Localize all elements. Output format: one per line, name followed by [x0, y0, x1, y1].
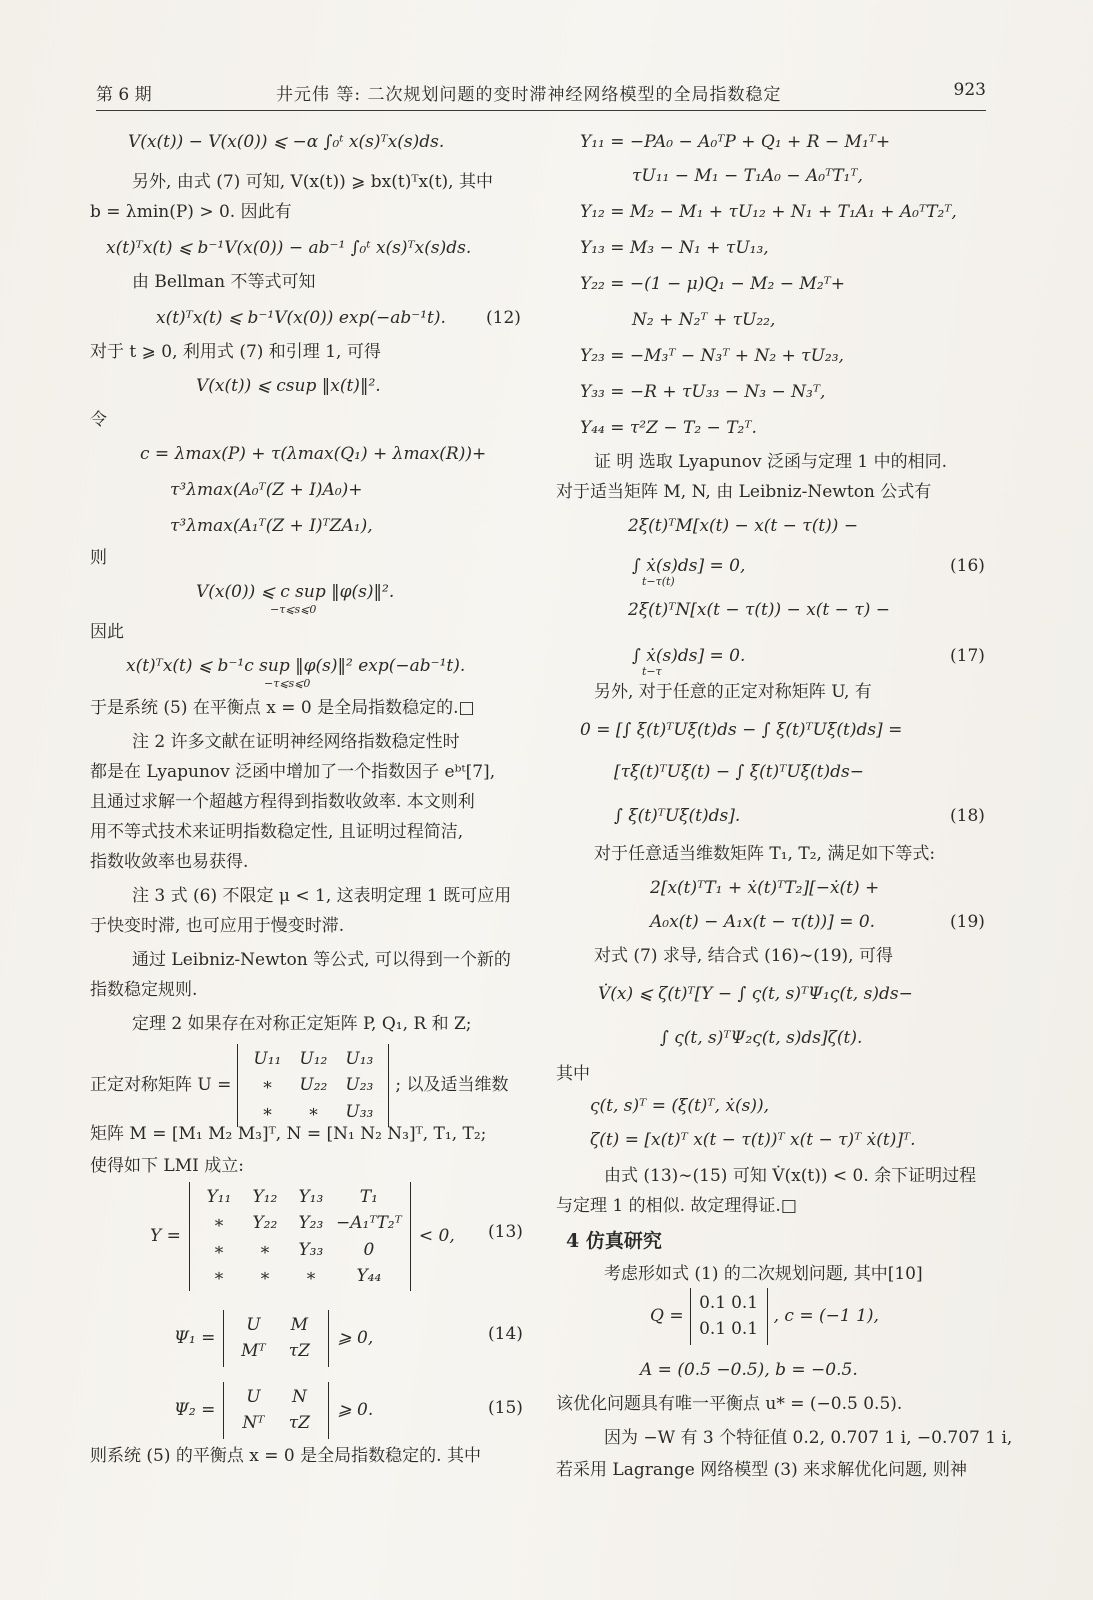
equation: Υ₄₄ = τ²Z − T₂ − T₂ᵀ. [580, 418, 757, 438]
paragraph-line: 因为 −W 有 3 个特征值 0.2, 0.707 1 i, −0.707 1 i, [604, 1428, 1013, 1448]
text-fragment: ; 以及适当维数 [395, 1075, 509, 1096]
matrix-U: U₁₁ U₁₂ U₁₃ ∗ U₂₂ U₂₃ ∗ ∗ U₃₃ [237, 1044, 389, 1127]
paragraph-line: 考虑形如式 (1) 的二次规划问题, 其中[10] [604, 1264, 923, 1284]
lmi-equation [150, 1182, 455, 1291]
equation: x(t)ᵀx(t) ⩽ b⁻¹V(x(0)) exp(−ab⁻¹t). [156, 308, 446, 328]
equation: [τξ(t)ᵀUξ(t) − ∫ ξ(t)ᵀUξ(t)ds− [614, 762, 864, 782]
equation: V(x(0)) ⩽ c sup ‖φ(s)‖². [196, 582, 395, 602]
text-fragment: Q = [650, 1305, 684, 1326]
paragraph-line: b = λmin(P) > 0. 因此有 [90, 202, 292, 222]
equation: τ³λmax(A₁ᵀ(Z + I)ᵀZA₁), [170, 516, 373, 536]
equation: Υ₁₃ = M₃ − N₁ + τU₁₃, [580, 238, 769, 258]
paragraph-line: 指数稳定规则. [90, 980, 198, 1000]
paragraph-line: 与定理 1 的相似. 故定理得证.□ [556, 1196, 797, 1216]
equation: τU₁₁ − M₁ − T₁A₀ − A₀ᵀT₁ᵀ, [632, 166, 863, 186]
paragraph-line: 对式 (7) 求导, 结合式 (16)∼(19), 可得 [594, 946, 893, 966]
paragraph-line: 于是系统 (5) 在平衡点 x = 0 是全局指数稳定的.□ [90, 698, 475, 718]
equation: x(t)ᵀx(t) ⩽ b⁻¹c sup ‖φ(s)‖² exp(−ab⁻¹t). [126, 656, 466, 676]
note-line: 用不等式技术来证明指数稳定性, 且证明过程简洁, [90, 822, 464, 842]
equation-subscript: −τ⩽s⩽0 [270, 603, 317, 616]
paragraph-line: 因此 [90, 622, 124, 642]
running-title: 井元伟 等: 二次规划问题的变时滞神经网络模型的全局指数稳定 [276, 85, 782, 105]
equation: V(x(t)) − V(x(0)) ⩽ −α ∫₀ᵗ x(s)ᵀx(s)ds. [128, 132, 445, 152]
integral-limit: t−τ [642, 665, 662, 678]
text-fragment: Υ = [150, 1226, 181, 1247]
equation: A = (0.5 −0.5), b = −0.5. [640, 1360, 858, 1380]
theorem-matrix-line [90, 1044, 509, 1127]
equation-subscript: −τ⩽s⩽0 [264, 677, 311, 690]
note-line: 且通过求解一个超越方程得到指数收敛率. 本文则利 [90, 792, 475, 812]
equation: ς(t, s)ᵀ = (ξ(t)ᵀ, ẋ(s)), [590, 1096, 769, 1116]
note-line: 指数收敛率也易获得. [90, 852, 249, 872]
equation: N₂ + N₂ᵀ + τU₂₂, [632, 310, 776, 330]
proof-line: 证 明 选取 Lyapunov 泛函与定理 1 中的相同. [594, 452, 947, 472]
paragraph-line: 则 [90, 548, 107, 568]
section-heading: 4 仿真研究 [566, 1230, 662, 1252]
equation: 2ξ(t)ᵀN[x(t − τ(t)) − x(t − τ) − [628, 600, 890, 620]
paragraph-line: 令 [90, 410, 107, 430]
equation: Υ₃₃ = −R + τU₃₃ − N₃ − N₃ᵀ, [580, 382, 826, 402]
equation: Υ₁₂ = M₂ − M₁ + τU₁₂ + N₁ + T₁A₁ + A₀ᵀT₂ᵀ, [580, 202, 957, 222]
matrix-Q: 0.1 0.1 0.1 0.1 [690, 1288, 768, 1345]
note-line: 注 2 许多文献在证明神经网络指数稳定性时 [132, 732, 460, 752]
note-line: 注 3 式 (6) 不限定 μ < 1, 这表明定理 1 既可应用 [132, 886, 512, 906]
matrix-upsilon: Υ₁₁ Υ₁₂ Υ₁₃ T₁ ∗ Υ₂₂ Υ₂₃ −A₁ᵀT₂ᵀ ∗ ∗ Υ₃₃ 0 ∗ ∗ ∗ Υ₄₄ [189, 1182, 411, 1291]
theorem-line: 定理 2 如果存在对称正定矩阵 P, Q₁, R 和 Z; [132, 1014, 472, 1034]
equation: ζ(t) = [x(t)ᵀ x(t − τ(t))ᵀ x(t − τ)ᵀ ẋ(t)]ᵀ. [590, 1130, 916, 1150]
text-fragment: < 0, [418, 1226, 455, 1247]
note-line: 都是在 Lyapunov 泛函中增加了一个指数因子 eᵇᵗ[7], [90, 762, 496, 782]
equation: ∫ ξ(t)ᵀUξ(t)ds]. [614, 806, 741, 826]
equation: ∫ ς(t, s)ᵀΨ₂ς(t, s)ds]ζ(t). [660, 1028, 863, 1048]
equation: ∫ ẋ(s)ds] = 0, [632, 556, 746, 576]
equation: V̇(x) ⩽ ζ(t)ᵀ[Υ − ∫ ς(t, s)ᵀΨ₁ς(t, s)ds− [598, 984, 913, 1004]
equation-number: (13) [488, 1222, 523, 1242]
issue-number: 第 6 期 [96, 85, 152, 105]
equation: A₀x(t) − A₁x(t − τ(t))] = 0. [650, 912, 876, 932]
equation-number: (12) [486, 308, 521, 328]
equation-number: (16) [950, 556, 985, 576]
equation: c = λmax(P) + τ(λmax(Q₁) + λmax(R))+ [140, 444, 487, 464]
equation-number: (15) [488, 1398, 523, 1418]
matrix-psi1: U M Mᵀ τZ [223, 1310, 329, 1367]
paragraph-line: 另外, 由式 (7) 可知, V(x(t)) ⩾ bx(t)ᵀx(t), 其中 [132, 172, 493, 192]
matrix-psi2: U N Nᵀ τZ [223, 1382, 329, 1439]
note-line: 于快变时滞, 也可应用于慢变时滞. [90, 916, 345, 936]
paragraph-line: 另外, 对于任意的正定对称矩阵 U, 有 [594, 682, 872, 702]
paragraph-line: 通过 Leibniz-Newton 等公式, 可以得到一个新的 [132, 950, 511, 970]
paragraph-line: 其中 [556, 1064, 590, 1084]
paragraph-line: 该优化问题具有唯一平衡点 u* = (−0.5 0.5). [556, 1394, 903, 1414]
text-fragment: Ψ₂ = [174, 1399, 216, 1420]
equation: V(x(t)) ⩽ csup ‖x(t)‖². [196, 376, 381, 396]
equation: ∫ ẋ(s)ds] = 0. [632, 646, 746, 666]
paragraph-line: 由 Bellman 不等式可知 [132, 272, 316, 292]
equation: τ³λmax(A₀ᵀ(Z + I)A₀)+ [170, 480, 363, 500]
psi2-equation [174, 1382, 373, 1439]
equation-number: (14) [488, 1324, 523, 1344]
theorem-line: 使得如下 LMI 成立: [90, 1156, 244, 1176]
text-fragment: ⩾ 0, [337, 1327, 374, 1348]
q-equation [650, 1288, 879, 1345]
text-fragment: 正定对称矩阵 U = [90, 1075, 232, 1096]
text-fragment: Ψ₁ = [174, 1327, 216, 1348]
text-fragment: , c = (−1 1), [773, 1305, 879, 1326]
equation-number: (18) [950, 806, 985, 826]
equation: 2ξ(t)ᵀM[x(t) − x(t − τ(t)) − [628, 516, 859, 536]
equation: Υ₂₂ = −(1 − μ)Q₁ − M₂ − M₂ᵀ+ [580, 274, 846, 294]
equation: Υ₁₁ = −PA₀ − A₀ᵀP + Q₁ + R − M₁ᵀ+ [580, 132, 891, 152]
equation: Υ₂₃ = −M₃ᵀ − N₃ᵀ + N₂ + τU₂₃, [580, 346, 844, 366]
integral-limit: t−τ(t) [642, 575, 675, 588]
equation-number: (19) [950, 912, 985, 932]
psi1-equation [174, 1310, 373, 1367]
paragraph-line: 则系统 (5) 的平衡点 x = 0 是全局指数稳定的. 其中 [90, 1446, 481, 1466]
equation: 2[x(t)ᵀT₁ + ẋ(t)ᵀT₂][−ẋ(t) + [650, 878, 880, 898]
proof-line: 对于适当矩阵 M, N, 由 Leibniz-Newton 公式有 [556, 482, 932, 502]
equation: x(t)ᵀx(t) ⩽ b⁻¹V(x(0)) − ab⁻¹ ∫₀ᵗ x(s)ᵀx(s)ds. [106, 238, 472, 258]
paragraph-line: 由式 (13)∼(15) 可知 V̇(x(t)) < 0. 余下证明过程 [604, 1166, 977, 1186]
paragraph-line: 对于 t ⩾ 0, 利用式 (7) 和引理 1, 可得 [90, 342, 381, 362]
paragraph-line: 对于任意适当维数矩阵 T₁, T₂, 满足如下等式: [594, 844, 936, 864]
text-fragment: ⩾ 0. [337, 1399, 374, 1420]
equation-number: (17) [950, 646, 985, 666]
paragraph-line: 若采用 Lagrange 网络模型 (3) 来求解优化问题, 则神 [556, 1460, 967, 1480]
running-header [96, 70, 986, 111]
equation: 0 = [∫ ξ(t)ᵀUξ(t)ds − ∫ ξ(t)ᵀUξ(t)ds] = [580, 720, 903, 740]
theorem-line: 矩阵 M = [M₁ M₂ M₃]ᵀ, N = [N₁ N₂ N₃]ᵀ, T₁, T₂; [90, 1124, 487, 1144]
page-number: 923 [953, 80, 986, 100]
